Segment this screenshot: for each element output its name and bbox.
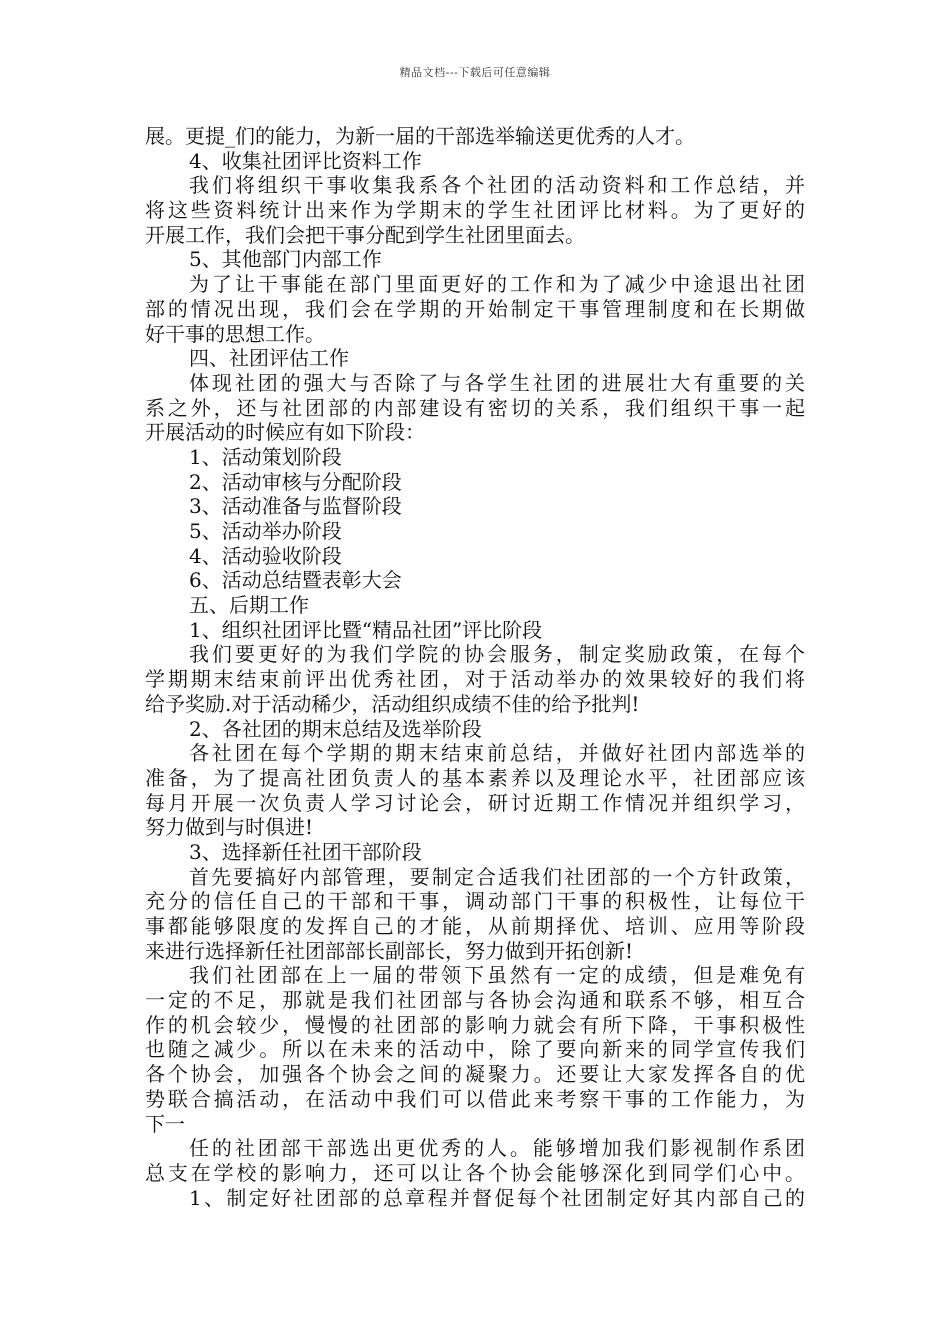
text-line: 5、其他部门内部工作 [189, 247, 382, 272]
text-line: 努力做到与时俱进! [145, 815, 314, 840]
text-line: 3、活动准备与监督阶段 [189, 494, 402, 519]
text-line: 任的社团部干部选出更优秀的人。能够增加我们影视制作系团 [189, 1136, 805, 1161]
text-line: 5、活动举办阶段 [189, 519, 342, 543]
text-line: 也随之减少。所以在未来的活动中，除了要向新来的同学宣传我们 [145, 1037, 805, 1062]
text-line: 作的机会较少，慢慢的社团部的影响力就会有所下降，干事积极性 [145, 1012, 805, 1037]
text-line: 给予奖励.对于活动稀少，活动组织成绩不佳的给予批判! [145, 691, 640, 716]
text-line: 我们社团部在上一届的带领下虽然有一定的成绩，但是难免有 [189, 963, 805, 988]
text-line: 我们要更好的为我们学院的协会服务，制定奖励政策，在每个 [189, 642, 805, 667]
text-line: 部的情况出现，我们会在学期的开始制定干事管理制度和在长期做 [145, 296, 805, 321]
text-line: 1、制定好社团部的总章程并督促每个社团制定好其内部自己的 [189, 1185, 805, 1210]
text-line: 4、活动验收阶段 [189, 543, 342, 568]
text-line: 展。更提_们的能力，为新一届的干部选举输送更优秀的人才。 [145, 124, 695, 148]
text-line: 系之外，还与社团部的内部建设有密切的关系，我们组织干事一起 [145, 395, 805, 420]
document-body [145, 124, 815, 1210]
text-line: 首先要搞好内部管理，要制定合适我们社团部的一个方针政策， [189, 864, 805, 889]
text-line: 准备，为了提高社团负责人的基本素养以及理论水平，社团部应该 [145, 765, 805, 790]
text-line: 好干事的思想工作。 [145, 321, 325, 346]
text-line: 来进行选择新任社团部部长副部长，努力做到开拓创新! [145, 938, 634, 963]
text-line: 体现社团的强大与否除了与各学生社团的进展壮大有重要的关 [189, 370, 805, 395]
text-line: 1、组织社团评比暨“精品社团”评比阶段 [189, 617, 543, 642]
text-line: 开展工作，我们会把干事分配到学生社团里面去。 [145, 222, 585, 247]
text-line: 2、活动审核与分配阶段 [189, 469, 402, 494]
text-line: 总支在学校的影响力，还可以让各个协会能够深化到同学们心中。 [145, 1160, 805, 1185]
text-line: 势联合搞活动，在活动中我们可以借此来考察干事的工作能力，为 [145, 1086, 805, 1111]
text-line: 将这些资料统计出来作为学期末的学生社团评比材料。为了更好的 [145, 198, 805, 223]
text-line: 我们将组织干事收集我系各个社团的活动资料和工作总结，并 [189, 173, 805, 198]
text-line: 3、选择新任社团干部阶段 [189, 839, 422, 864]
text-line: 开展活动的时候应有如下阶段： [145, 420, 425, 445]
text-line: 各个协会，加强各个协会之间的凝聚力。还要让大家发挥各自的优 [145, 1062, 805, 1087]
text-line: 2、各社团的期末总结及选举阶段 [189, 716, 482, 741]
text-line: 4、收集社团评比资料工作 [189, 148, 422, 173]
text-line: 充分的信任自己的干部和干事，调动部门干事的积极性，让每位干 [145, 889, 805, 914]
text-line: 下一 [145, 1111, 185, 1136]
text-line: 各社团在每个学期的期末结束前总结，并做好社团内部选举的 [189, 741, 805, 766]
text-line: 学期期末结束前评出优秀社团，对于活动举办的效果较好的我们将 [145, 667, 805, 692]
text-line: 为了让干事能在部门里面更好的工作和为了减少中途退出社团 [189, 272, 805, 297]
text-line: 每月开展一次负责人学习讨论会，研讨近期工作情况并组织学习， [145, 790, 805, 815]
text-line: 1、活动策划阶段 [189, 444, 342, 469]
text-line: 事都能够限度的发挥自己的才能，从前期择优、培训、应用等阶段 [145, 914, 805, 938]
text-line: 四、社团评估工作 [189, 346, 349, 371]
text-line: 五、后期工作 [189, 593, 309, 618]
text-line: 一定的不足，那就是我们社团部与各协会沟通和联系不够，相互合 [145, 988, 805, 1013]
text-line: 6、活动总结暨表彰大会 [189, 568, 402, 593]
page-header: 精品文档---下载后可任意编辑 [399, 66, 551, 79]
